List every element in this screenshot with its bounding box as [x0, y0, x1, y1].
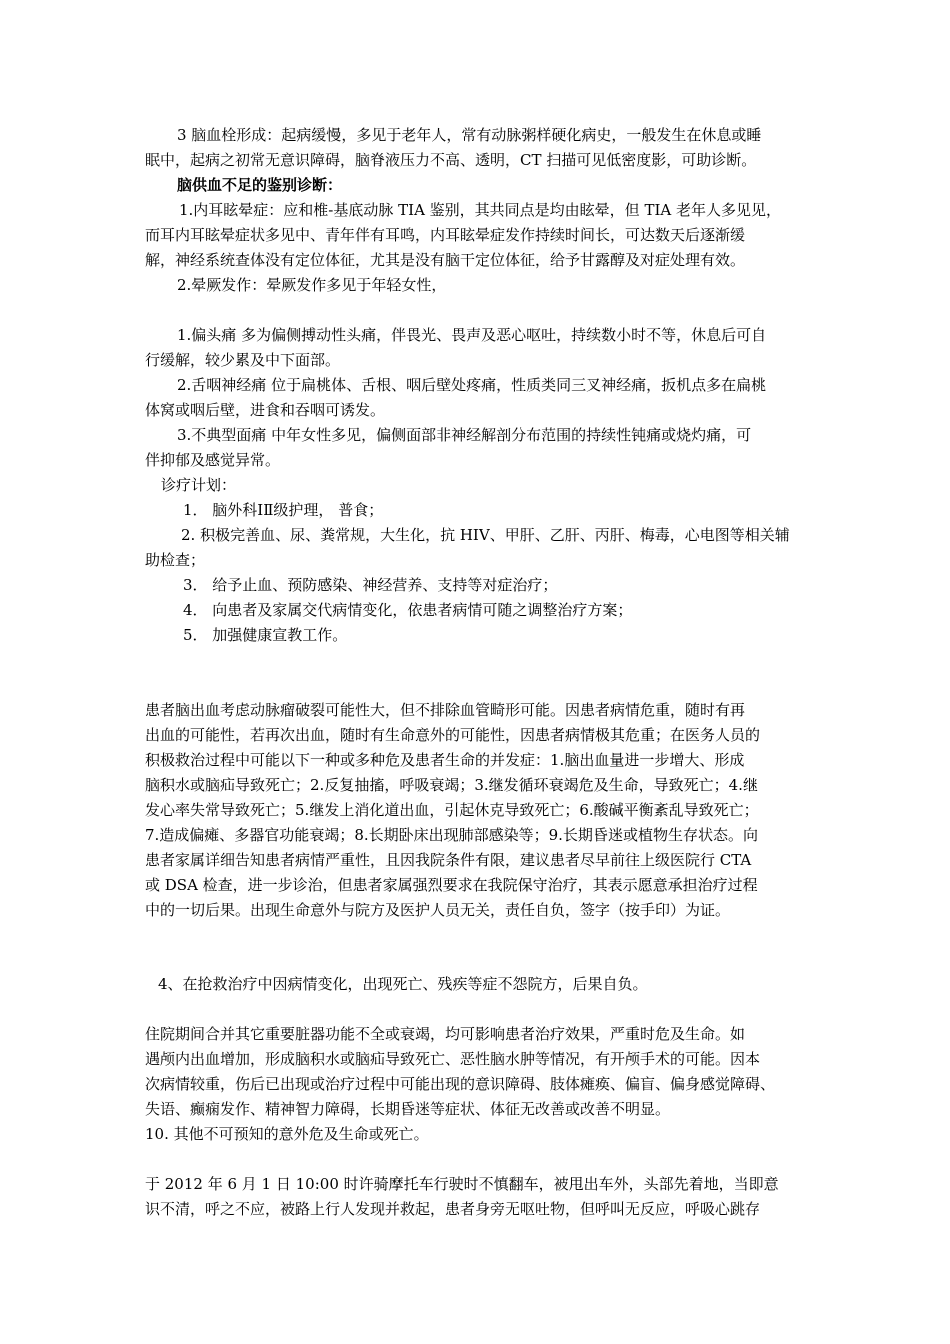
treatment-plan-heading: 诊疗计划：	[161, 476, 237, 494]
text-line: 行缓解，较少累及中下面部。	[145, 351, 341, 369]
text-line: 7.造成偏瘫、多器官功能衰竭；8.长期卧床出现肺部感染等；9.长期昏迷或植物生存状态。向	[145, 826, 758, 844]
text-line: 助检查；	[145, 551, 206, 569]
risks-paragraph	[145, 1022, 815, 1147]
text-line: 2.舌咽神经痛 位于扁桃体、舌根、咽后壁处疼痛，性质类同三叉神经痛，扳机点多在扁桃	[177, 376, 767, 394]
vertigo-paragraph	[145, 198, 815, 273]
text-line: 于 2012 年 6 月 1 日 10:00 时许骑摩托车行驶时不慎翻车，被甩出车外，头部先着地，当即意	[145, 1175, 779, 1193]
text-line: 1.偏头痛 多为偏侧搏动性头痛，伴畏光、畏声及恶心呕吐，持续数小时不等，休息后可自	[177, 326, 767, 344]
text-line: 而耳内耳眩晕症状多见中、青年伴有耳鸣，内耳眩晕症发作持续时间长，可达数天后逐渐缓	[145, 226, 746, 244]
text-line: 发心率失常导致死亡；5.继发上消化道出血，引起休克导致死亡；6.酸碱平衡紊乱导致死亡；	[145, 801, 759, 819]
text-line: 体窝或咽后壁，进食和吞咽可诱发。	[145, 401, 386, 419]
text-line: 患者脑出血考虑动脉瘤破裂可能性大，但不排除血管畸形可能。因患者病情危重，随时有再	[145, 701, 746, 719]
text-line: 住院期间合并其它重要脏器功能不全或衰竭，均可影响患者治疗效果，严重时危及生命。如	[145, 1025, 746, 1043]
atypical-facial-pain-paragraph	[145, 423, 815, 473]
text-line: 10. 其他不可预知的意外危及生命或死亡。	[145, 1125, 429, 1143]
text-line: 2. 积极完善血、尿、粪常规，大生化，抗 HIV、甲肝、乙肝、丙肝、梅毒，心电图等相关辅	[181, 526, 790, 544]
text-line: 1.内耳眩晕症：应和椎-基底动脉 TIA 鉴别，其共同点是均由眩晕，但 TIA 老年人多见见，	[179, 201, 781, 219]
syncope-paragraph: 2.晕厥发作：晕厥发作多见于年轻女性，	[177, 276, 447, 294]
text-line: 遇颅内出血增加，形成脑积水或脑疝导致死亡、恶性脑水肿等情况，有开颅手术的可能。因本	[145, 1050, 761, 1068]
plan-item-4: 4． 向患者及家属交代病情变化，依患者病情可随之调整治疗方案；	[183, 601, 633, 619]
plan-item-1: 1． 脑外科ⅠⅡ级护理， 普食；	[183, 501, 384, 519]
migraine-paragraph	[145, 323, 815, 373]
text-line: 识不清，呼之不应，被路上行人发现并救起，患者身旁无呕吐物，但呼叫无反应，呼吸心跳存	[145, 1200, 761, 1218]
text-line: 失语、癫痫发作、精神智力障碍，长期昏迷等症状、体征无改善或改善不明显。	[145, 1100, 671, 1118]
text-line: 次病情较重，伤后已出现或治疗过程中可能出现的意识障碍、肢体瘫痪、偏盲、偏身感觉障碍、	[145, 1075, 776, 1093]
text-line: 3 脑血栓形成：起病缓慢，多见于老年人，常有动脉粥样硬化病史，一般发生在休息或睡	[177, 126, 762, 144]
text-line: 患者家属详细告知患者病情严重性，且因我院条件有限，建议患者尽早前往上级医院行 CTA	[145, 851, 752, 869]
history-paragraph	[145, 1172, 815, 1222]
text-line: 伴抑郁及感觉异常。	[145, 451, 281, 469]
differential-diagnosis-heading: 脑供血不足的鉴别诊断：	[177, 176, 343, 194]
plan-item-2	[145, 523, 815, 573]
liability-clause-4: 4、在抢救治疗中因病情变化，出现死亡、残疾等症不怨院方，后果自负。	[158, 975, 648, 993]
cerebral-thrombosis-paragraph	[145, 123, 815, 173]
text-line: 眠中，起病之初常无意识障碍，脑脊液压力不高、透明，CT 扫描可见低密度影，可助诊断。	[145, 151, 757, 169]
plan-item-5: 5． 加强健康宣教工作。	[183, 626, 348, 644]
plan-item-3: 3． 给予止血、预防感染、神经营养、支持等对症治疗；	[183, 576, 558, 594]
text-line: 积极救治过程中可能以下一种或多种危及患者生命的并发症：1.脑出血量进一步增大、形成	[145, 751, 745, 769]
text-line: 解，神经系统查体没有定位体征，尤其是没有脑干定位体征，给予甘露醇及对症处理有效。	[145, 251, 746, 269]
consent-paragraph	[145, 698, 815, 923]
text-line: 或 DSA 检查，进一步诊治，但患者家属强烈要求在我院保守治疗，其表示愿意承担治疗过程	[145, 876, 758, 894]
text-line: 3.不典型面痛 中年女性多见，偏侧面部非神经解剖分布范围的持续性钝痛或烧灼痛，可	[177, 426, 752, 444]
text-line: 脑积水或脑疝导致死亡；2.反复抽搐，呼吸衰竭；3.继发循环衰竭危及生命，导致死亡；4.继	[145, 776, 758, 794]
text-line: 中的一切后果。出现生命意外与院方及医护人员无关，责任自负，签字（按手印）为证。	[145, 901, 731, 919]
glossopharyngeal-paragraph	[145, 373, 815, 423]
text-line: 出血的可能性，若再次出血，随时有生命意外的可能性，因患者病情极其危重；在医务人员的	[145, 726, 761, 744]
